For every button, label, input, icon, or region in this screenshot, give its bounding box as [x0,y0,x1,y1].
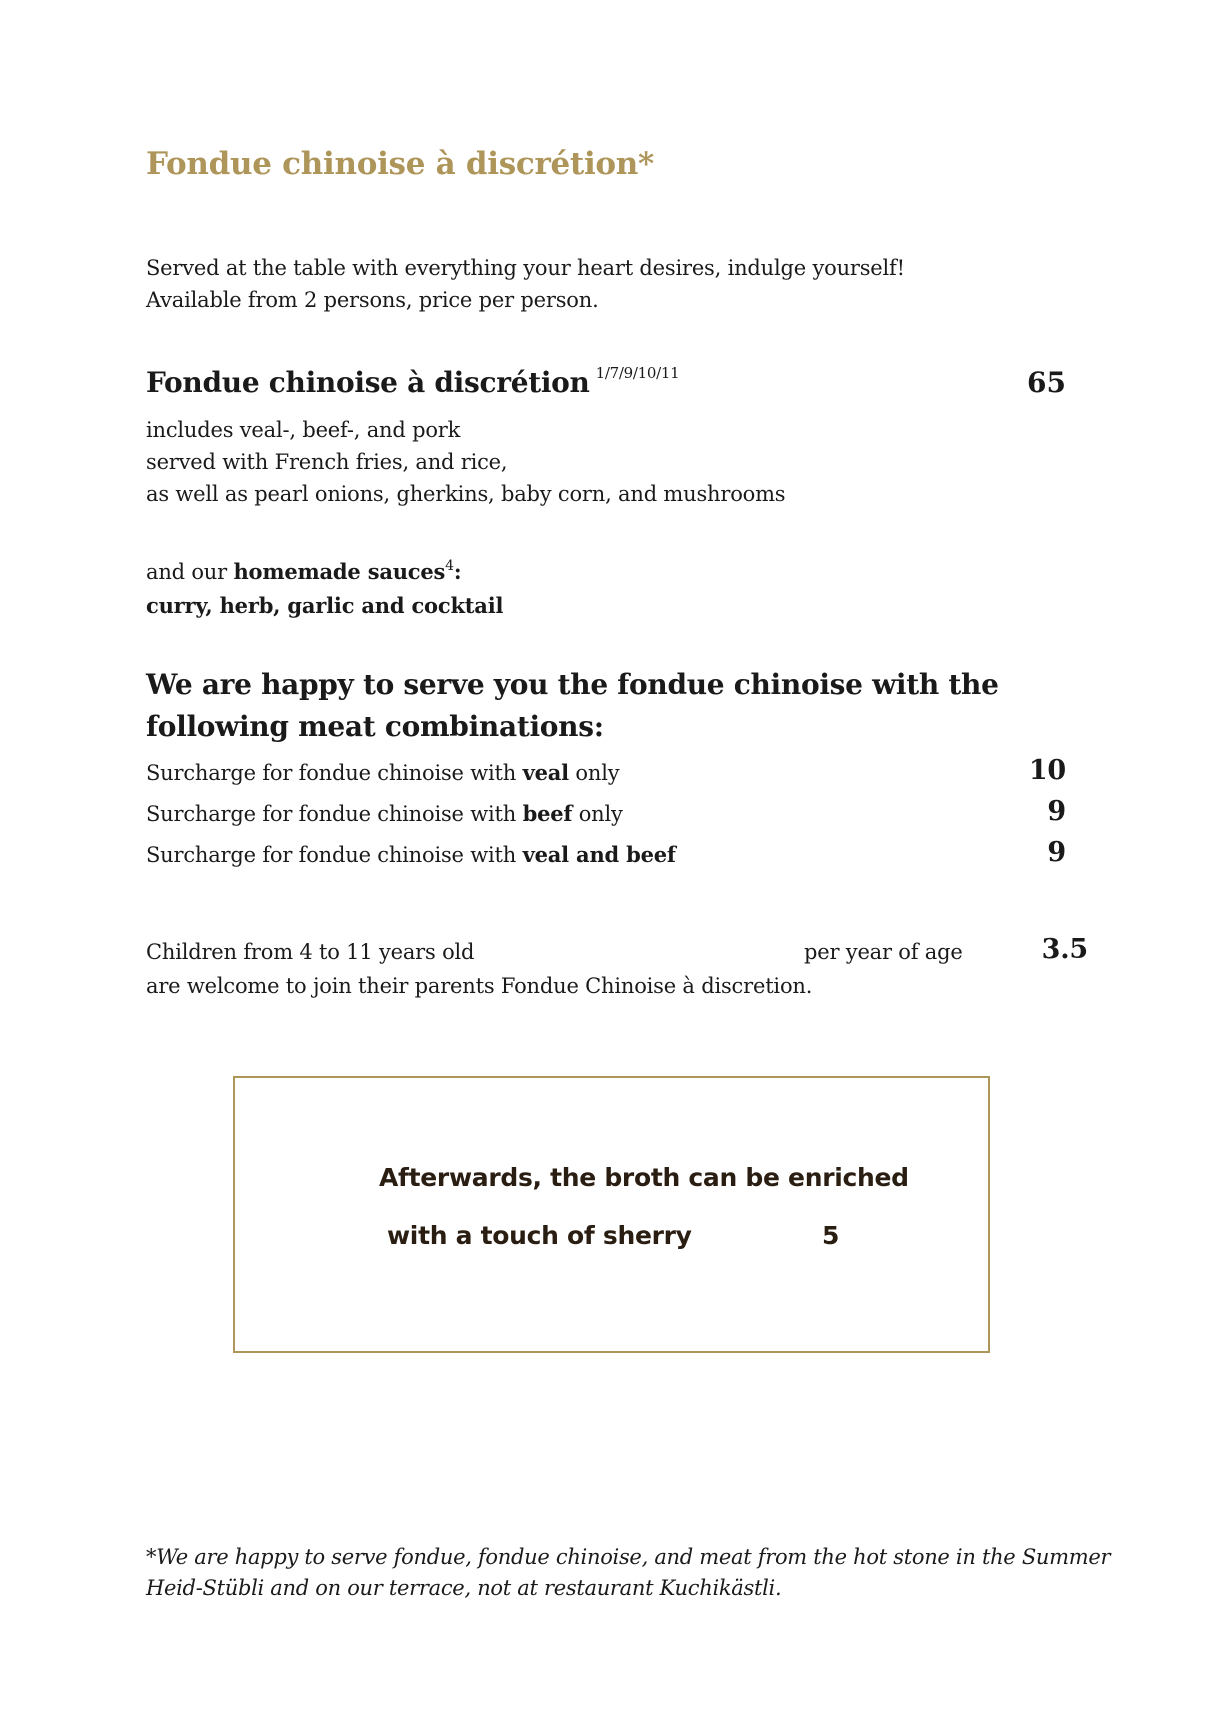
combination-suffix: only [568,761,620,785]
allergen-codes: 1/7/9/10/11 [595,364,680,382]
sherry-price: 5 [822,1221,840,1250]
sauces-list-text: curry, herb, garlic and cocktail [146,593,504,618]
combination-row [146,837,1066,883]
combination-prefix: Surcharge for fondue chinoise with [146,843,523,867]
combination-meat: beef [522,801,573,826]
sauces-allergen: 4 [445,558,454,574]
children-price: 3.5 [1041,934,1088,965]
children-label: Children from 4 to 11 years old [146,940,475,964]
sherry-line: with a touch of sherry [387,1221,692,1250]
children-section [146,934,1088,998]
children-unit: per year of age [804,940,963,964]
intro-text [146,252,905,316]
sauces-label: homemade sauces [233,559,446,584]
combination-prefix: Surcharge for fondue chinoise with [146,802,523,826]
combinations-heading: We are happy to serve you the fondue chinoise with the following meat combinations: [146,668,999,743]
sauces-prefix: and our [146,560,234,584]
combinations-list [146,755,1066,883]
description-line: includes veal-, beef-, and pork [146,418,461,442]
intro-line: Served at the table with everything your heart desires, indulge yourself! [146,256,905,280]
main-dish-name: Fondue chinoise à discrétion [146,366,590,399]
footnote-line: *We are happy to serve fondue, fondue chinoise, and meat from the hot stone in the Summer [146,1545,1111,1569]
main-dish-row [146,364,1066,399]
sherry-box [233,1076,990,1353]
children-price-row [146,934,1088,974]
sherry-line: Afterwards, the broth can be enriched [379,1163,909,1192]
combination-price: 10 [1028,755,1066,786]
children-note: are welcome to join their parents Fondue Chinoise à discretion. [146,974,813,998]
combination-label [146,843,676,867]
page-title: Fondue chinoise à discrétion* [146,146,654,182]
sauces-colon: : [453,559,462,584]
combination-label [146,761,619,785]
menu-page [146,0,1111,1728]
description-line: served with French fries, and rice, [146,450,508,474]
combination-suffix: only [572,802,623,826]
combination-label [146,802,623,826]
sauces-intro [146,549,503,589]
sauces-list [146,589,503,623]
footnote [146,1542,1110,1604]
intro-line: Available from 2 persons, price per person. [146,288,599,312]
combination-price: 9 [1047,837,1066,868]
description-line: as well as pearl onions, gherkins, baby corn, and mushrooms [146,482,786,506]
combination-price: 9 [1047,796,1066,827]
combination-meat: veal and beef [522,842,676,867]
sauces-section [146,549,503,623]
combination-row [146,755,1066,801]
footnote-line: Heid-Stübli and on our terrace, not at restaurant Kuchikästli. [146,1576,782,1600]
main-dish-price: 65 [1027,366,1066,399]
combination-prefix: Surcharge for fondue chinoise with [146,761,523,785]
combination-row [146,796,1066,842]
main-dish-description [146,414,785,510]
main-dish-title [146,364,1066,399]
combination-meat: veal [522,760,569,785]
